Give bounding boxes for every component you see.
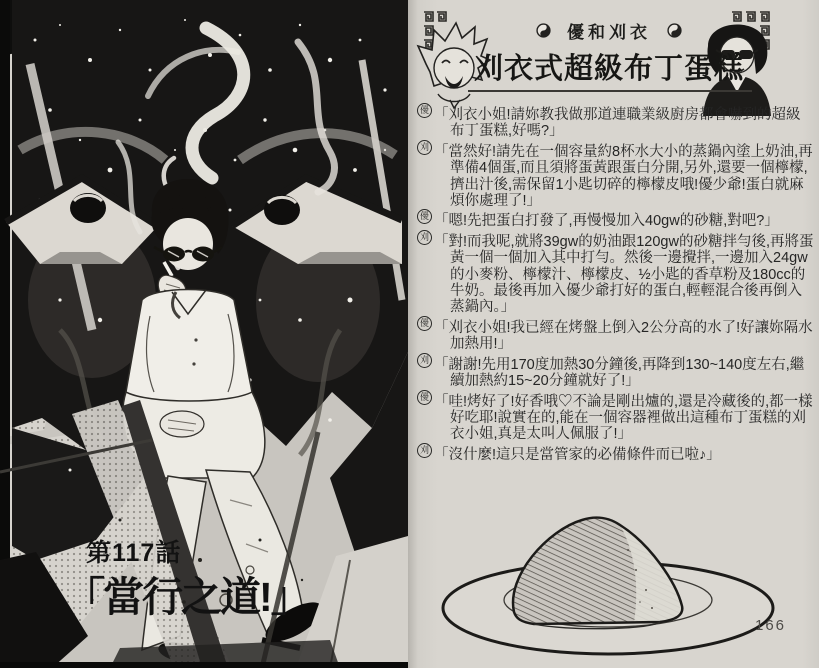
dialogue-text: 「刈衣小姐!我已經在烤盤上倒入2公分高的水了!好讓妳隔水加熱用!」 bbox=[434, 319, 813, 353]
dialogue-line bbox=[417, 353, 815, 390]
recipe-title: 刈衣式超級布丁蛋糕 bbox=[473, 53, 744, 85]
dialogue-text: 「沒什麼!這只是當管家的必備條件而已啦♪」 bbox=[434, 446, 721, 463]
page-number: 166 bbox=[755, 617, 787, 634]
left-manga-page bbox=[0, 0, 408, 668]
series-header bbox=[496, 18, 722, 43]
title-underline bbox=[468, 90, 752, 92]
dialogue-text: 「對!而我呢,就將39gw的奶油跟120gw的砂糖拌勻後,再將蛋黃一個一個加入其中打勻。然後一邊攪拌,一邊加入24gw的小麥粉、檸檬汁、檸檬皮、½小匙的香草粉及180cc的牛奶。最後再加入優少爺打好的蛋白,輕輕混合後再倒入蒸鍋內。」 bbox=[434, 233, 814, 316]
speaker-badge: 優 bbox=[417, 103, 432, 118]
right-recipe-page bbox=[408, 0, 819, 668]
dialogue-line bbox=[417, 390, 815, 443]
dialogue-text: 「哇!烤好了!好香哦♡不論是剛出爐的,還是冷藏後的,都一樣好吃耶!說實在的,能在一個容器裡做出這種布丁蛋糕的刈衣小姐,真是太叫人佩服了!」 bbox=[434, 393, 813, 443]
speaker-badge: 刈 bbox=[417, 230, 432, 245]
dialogue-line bbox=[417, 316, 815, 353]
speaker-badge: 優 bbox=[417, 316, 432, 331]
speaker-badge: 優 bbox=[417, 390, 432, 405]
dialogue-block bbox=[417, 103, 815, 463]
speaker-badge: 優 bbox=[417, 209, 432, 224]
dialogue-line bbox=[417, 443, 815, 463]
pudding-illustration bbox=[436, 510, 786, 662]
speaker-badge: 刈 bbox=[417, 140, 432, 155]
dialogue-text: 「謝謝!先用170度加熱30分鐘後,再降到130~140度左右,繼續加熱約15~20分鐘就好了!」 bbox=[434, 356, 805, 390]
chapter-number: 第117話 bbox=[86, 539, 182, 567]
dialogue-text: 「刈衣小姐!請妳教我做那道連職業級廚房都會嚇到的超級布丁蛋糕,好嗎?」 bbox=[434, 107, 801, 140]
dialogue-line bbox=[417, 209, 815, 229]
yin-yang-icon bbox=[667, 23, 682, 38]
yin-yang-icon bbox=[536, 23, 551, 38]
dialogue-line bbox=[417, 230, 815, 316]
dialogue-line bbox=[417, 140, 815, 210]
series-label: 優和刈衣 bbox=[567, 23, 651, 42]
dialogue-text: 「當然好!請先在一個容量約8杯水大小的蒸鍋內塗上奶油,再準備4個蛋,而且須將蛋黃跟蛋白分開,另外,還要一個檸檬,擠出汁後,需保留1小匙切碎的檸檬皮哦!優少爺!蛋白就麻煩你處理了!」 bbox=[434, 143, 813, 210]
speaker-badge: 刈 bbox=[417, 443, 432, 458]
speaker-badge: 刈 bbox=[417, 353, 432, 368]
chapter-title: 「當行之道!」 bbox=[64, 574, 310, 620]
dialogue-line bbox=[417, 103, 815, 140]
dialogue-text: 「嗯!先把蛋白打發了,再慢慢加入40gw的砂糖,對吧?」 bbox=[434, 213, 779, 230]
